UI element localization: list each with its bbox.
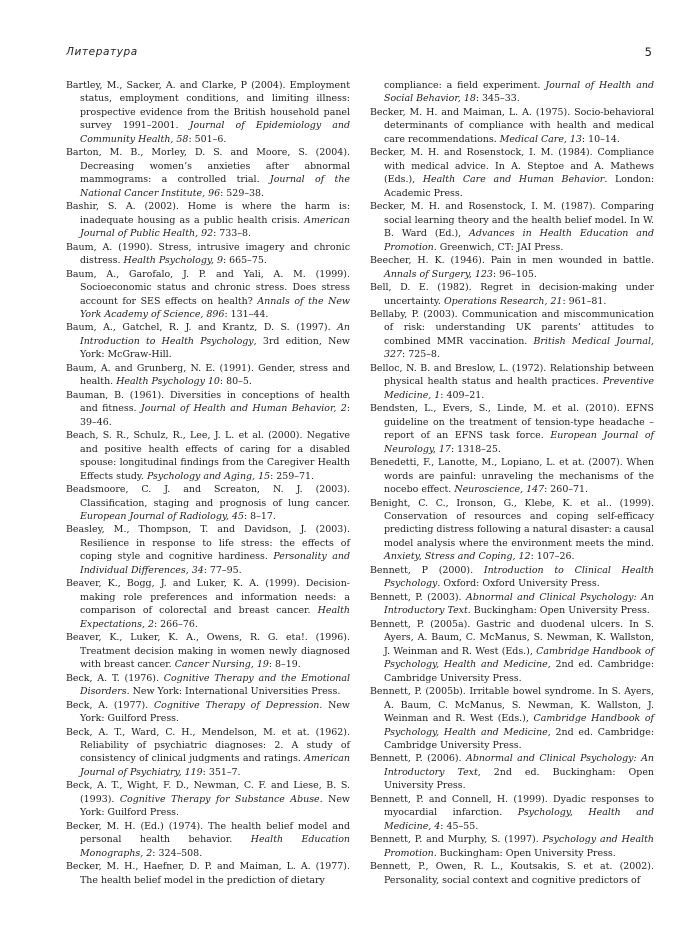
reference-entry [66, 389, 350, 429]
reference-entry [370, 79, 654, 106]
reference-pages: : 77–95. [203, 564, 242, 576]
reference-entry [370, 564, 654, 591]
reference-text: Bennett, P., Owen, R. L., Koutsakis, S. et at. (2002). Personality, social context and cognitive predictors of [370, 861, 654, 886]
reference-entry [66, 268, 350, 322]
reference-entry [66, 726, 350, 780]
reference-pages: , 2nd ed. Cambridge: Cambridge University Press. [384, 659, 654, 684]
reference-source: Annals of Surgery, 123 [384, 268, 493, 280]
running-title: Литература [66, 46, 138, 58]
reference-source: Operations Research, 21 [443, 295, 563, 307]
reference-pages: : 529–38. [220, 187, 265, 199]
reference-pages: . London: Academic Press. [384, 174, 655, 199]
reference-source: American Journal of Public Health, 92 [80, 214, 350, 240]
reference-pages: , 2nd ed. Cambridge: Cambridge University Press. [384, 726, 654, 751]
reference-pages: : 733–8. [213, 228, 252, 240]
reference-source: Cancer Nursing, 19 [174, 659, 269, 671]
reference-text: Beck, A. T., Wight, F. D., Newman, C. F. and Liese, B. S. (1993). [66, 780, 350, 805]
reference-source: Annals of the New York Academy of Science, 896 [80, 295, 350, 320]
reference-pages: : 351–7. [202, 766, 241, 778]
reference-text: Bartley, M., Sacker, A. and Clarke, P (2004). Employment status, employment conditions, and limiting illness: prospective evidence from the British household panel survey 1991–2001. [66, 80, 350, 132]
reference-text: Beaver, K., Bogg, J. and Luker, K. A. (1999). Decision- making role preferences and information needs: a comparison of colorectal and breast cancer. [66, 578, 350, 617]
reference-column-right [370, 79, 654, 887]
reference-text: Baum, A., Gatchel, R. J. and Krantz, D. S. (1997). [66, 322, 338, 334]
reference-pages: . Greenwich, CT: JAI Press. [433, 241, 564, 253]
reference-source: Cambridge Handbook of Psychology, Health and Medicine [384, 713, 655, 738]
reference-pages: : 45–55. [440, 820, 479, 832]
reference-text: Bendsten, L., Evers, S., Linde, M. et al. (2010). EFNS guideline on the treatment of tension-type headache – report of an EFNS task force. [370, 403, 654, 442]
reference-text: Benight, C. C., Ironson, G., Klebe, K. et al.. (1999). Conservation of resources and coping self-efficacy predicting distress following a natural disaster: a causal model analysis where the environment meets the mind. [370, 497, 654, 549]
reference-text: Beadsmoore, C. J. and Screaton, N. J. (2003). Classification, staging and prognosis of lung cancer. [66, 484, 350, 509]
reference-text: Baum, A. and Grunberg, N. E. (1991). Gender, stress and health. [66, 362, 350, 388]
reference-pages: : 961–81. [562, 295, 607, 307]
reference-text: Beck, A. T. (1976). [66, 672, 164, 684]
reference-text: Beach, S. R., Schulz, R., Lee, J. L. et al. (2000). Negative and positive health effects of caring for a disabled spouse: longitudinal findings from the Caregiver Health Effects study. [66, 430, 350, 482]
page-number: 5 [644, 45, 652, 59]
reference-pages: : 259–71. [270, 470, 314, 482]
reference-entry [370, 456, 654, 496]
reference-source: Abnormal and Clinical Psychology: An Introductory Text [384, 591, 654, 617]
reference-entry [370, 685, 654, 752]
reference-pages: . New York: Guilford Press. [80, 793, 350, 819]
reference-entry [370, 362, 654, 402]
reference-text: Becker, M. H. and Maiman, L. A. (1975). Socio-behavioral determinants of compliance with health and medical care recommendations. [370, 106, 654, 145]
reference-source: Health Education Monographs, 2 [80, 834, 350, 859]
reference-text: Bell, D. E. (1982). Regret in decision-making under uncertainty. [370, 282, 654, 307]
reference-pages: . Buckingham: Open University Press. [433, 847, 616, 859]
reference-pages: . New York: Guilford Press. [80, 699, 351, 725]
reference-entry [66, 241, 350, 268]
reference-pages: : 345–33. [475, 93, 520, 105]
reference-text: Bennett, P. (2005b). Irritable bowel syndrome. In S. Ayers, A. Baum, C. McManus, S. Newman, K. Wallston, J. Weinman and R. West (Eds.), [370, 686, 654, 725]
reference-source: Psychology and Aging, 15 [146, 470, 271, 482]
reference-text: Barton, M. B., Morley, D. S. and Moore, S. (2004). Decreasing women’s anxieties after abnormal mammograms: a controlled trial. [66, 147, 350, 186]
reference-text: Becker, M. H. (Ed.) (1974). The health belief model and personal health behavior. [66, 820, 350, 846]
reference-entry [370, 591, 654, 618]
reference-source: Health Care and Human Behavior [422, 174, 605, 186]
reference-text: Bennett, P (2000). [370, 564, 484, 576]
reference-entry [66, 631, 350, 671]
reference-source: Cognitive Therapy and the Emotional Disorders [80, 672, 350, 698]
reference-text: Belloc, N. B. and Breslow, L. (1972). Relationship between physical health status and health practices. [370, 362, 654, 388]
reference-source: Preventive Medicine, 1 [384, 376, 654, 401]
reference-text: Baum, A. (1990). Stress, intrusive imagery and chronic distress. [66, 241, 350, 267]
reference-entry [66, 860, 350, 887]
reference-pages: : 8–19. [268, 659, 301, 671]
reference-entry [66, 321, 350, 361]
reference-entry [370, 281, 654, 308]
reference-pages: : 1318–25. [450, 443, 501, 455]
reference-source: Advances in Health Education and Promotion [384, 228, 654, 253]
reference-text: Bennett, P. and Murphy, S. (1997). [370, 834, 543, 846]
reference-text: Bennett, P. (2005a). Gastric and duodenal ulcers. In S. Ayers, A. Baum, C. McManus, S. Newman, K. Wallston, J. Weinman and R. West (Eds.), [370, 618, 654, 657]
reference-text: Baum, A., Garofalo, J. P. and Yali, A. M. (1999). Socioeconomic status and chronic stress. Does stress account for SES effects on health? [66, 268, 350, 307]
reference-entry [66, 146, 350, 200]
reference-text: Bauman, B. (1961). Diversities in conceptions of health and fitness. [66, 389, 350, 415]
reference-source: Health Psychology, 9 [123, 255, 223, 267]
reference-pages: : 260–71. [544, 484, 589, 496]
reference-source: Journal of the National Cancer Institute, 96 [80, 174, 350, 199]
reference-entry [66, 779, 350, 819]
reference-source: Abnormal and Clinical Psychology: An Introductory Text [384, 753, 654, 778]
reference-pages: : 266–76. [153, 618, 198, 630]
reference-pages: : 8–17. [243, 511, 276, 522]
reference-text: Beasley, M., Thompson, T. and Davidson, J. (2003). Resilience in response to life stress: the effects of coping style and cognitive hardiness. [66, 524, 350, 563]
reference-pages: : 107–26. [530, 551, 575, 563]
reference-pages: : 80–5. [219, 376, 252, 388]
reference-text: Beaver, K., Luker, K. A., Owens, R. G. eta!. (1996). Treatment decision making in women newly diagnosed with breast cancer. [66, 632, 350, 671]
reference-entry [66, 483, 350, 523]
reference-source: Introduction to Clinical Health Psychology [384, 564, 654, 590]
reference-source: Neuroscience, 147 [454, 484, 545, 496]
reference-source: Health Expectations, 2 [80, 605, 350, 630]
reference-pages: : 324–508. [152, 847, 203, 859]
reference-text: Beck, A. T., Ward, C. H., Mendelson, M. et at. (1962). Reliability of psychiatric diagnoses: 2. A study of consistency of clinical judgments and ratings. [66, 726, 350, 765]
reference-entry [370, 860, 654, 887]
reference-entry [370, 752, 654, 792]
reference-text: Becker, M. H. and Rosenstock, I. M. (1984). Compliance with medical advice. In A. Steptoe and A. Mathews (Eds.), [370, 147, 654, 186]
reference-text: compliance: a field experiment. [384, 80, 546, 91]
reference-source: Psychology, Health and Medicine, 4 [384, 807, 654, 832]
reference-text: Beecher, H. K. (1946). Pain in men wounded in battle. [370, 255, 654, 267]
reference-pages: : 131–44. [224, 308, 269, 320]
reference-source: Medical Care, 13 [499, 133, 582, 145]
reference-pages: : 409–21. [440, 389, 485, 401]
reference-text: Becker, M. H., Haefner, D. P. and Maiman, L. A. (1977). The health belief model in the prediction of dietary [66, 861, 350, 886]
reference-entry [66, 523, 350, 577]
reference-pages: : 39–46. [80, 403, 350, 428]
reference-source: Journal of Health and Human Behavior, 2 [140, 403, 347, 415]
reference-text: Becker, M. H. and Rosenstock, I. M. (1987). Comparing social learning theory and the health belief model. In W. B. Ward (Ed.), [370, 201, 654, 240]
reference-pages: : 665–75. [222, 255, 267, 267]
reference-source: Psychology and Health Promotion [384, 834, 654, 859]
reference-text: Bennett, P. (2006). [370, 753, 466, 765]
reference-entry [66, 577, 350, 631]
reference-pages: : 10–14. [581, 133, 620, 145]
reference-entry [370, 146, 654, 200]
reference-source: Health Psychology 10 [116, 376, 220, 388]
reference-text: Bellaby, P. (2003). Communication and miscommunication of risk: understanding UK parents’ attitudes to combined MMR vaccination. [370, 308, 654, 347]
reference-entry [370, 497, 654, 564]
reference-source: European Journal of Neurology, 17 [384, 430, 654, 455]
reference-source: European Journal of Radiology, 45 [80, 511, 244, 522]
reference-entry [370, 618, 654, 685]
reference-source: Cognitive Therapy of Depression [153, 699, 320, 711]
reference-pages: . Oxford: Oxford University Press. [437, 578, 600, 590]
reference-entry [66, 820, 350, 860]
reference-source: Anxiety, Stress and Coping, 12 [384, 551, 531, 563]
reference-column-left [66, 79, 350, 887]
reference-source: Journal of Epidemiology and Community Health, 58 [80, 120, 351, 145]
reference-entry [66, 429, 350, 483]
reference-entry [370, 793, 654, 833]
reference-source: Cambridge Handbook of Psychology, Health and Medicine [384, 645, 654, 671]
reference-pages: , 2nd ed. Buckingham: Open University Press. [384, 766, 655, 792]
reference-pages: : 725–8. [402, 349, 440, 361]
reference-pages: . New York: International Universities Press. [126, 686, 341, 698]
reference-text: Bennett, P. and Connell, H. (1999). Dyadic responses to myocardial infarction. [370, 793, 654, 819]
reference-entry [370, 106, 654, 146]
reference-text: Beck, A. (1977). [66, 699, 154, 711]
reference-entry [370, 200, 654, 254]
reference-source: An Introduction to Health Psychology [80, 322, 350, 347]
reference-text: Bashir, S. A. (2002). Home is where the harm is: inadequate housing as a public health crisis. [66, 201, 350, 226]
reference-source: American Journal of Psychiatry, 119 [80, 753, 350, 778]
reference-entry [66, 699, 350, 726]
reference-pages: : 501–6. [188, 133, 227, 145]
reference-text: Bennett, P. (2003). [370, 591, 466, 603]
reference-pages: , 3rd edition, New York: McGraw-Hill. [80, 335, 350, 361]
reference-entry [370, 402, 654, 456]
reference-entry [370, 308, 654, 362]
reference-text: Benedetti, F., Lanotte, M., Lopiano, L. et at. (2007). When words are painful: unraveling the mechanisms of the nocebo effect. [370, 457, 654, 496]
reference-entry [66, 672, 350, 699]
reference-entry [66, 200, 350, 240]
reference-entry [370, 833, 654, 860]
reference-source: Cognitive Therapy for Substance Abuse [119, 793, 320, 805]
reference-pages: : 96–105. [492, 268, 537, 280]
reference-entry [370, 254, 654, 281]
reference-entry [66, 79, 350, 146]
reference-source: British Medical Journal, 327 [384, 335, 655, 361]
reference-source: Journal of Health and Social Behavior, 18 [384, 80, 654, 105]
reference-entry [66, 362, 350, 389]
reference-source: Personality and Individual Differences, 34 [80, 551, 350, 576]
reference-pages: . Buckingham: Open University Press. [467, 605, 650, 617]
